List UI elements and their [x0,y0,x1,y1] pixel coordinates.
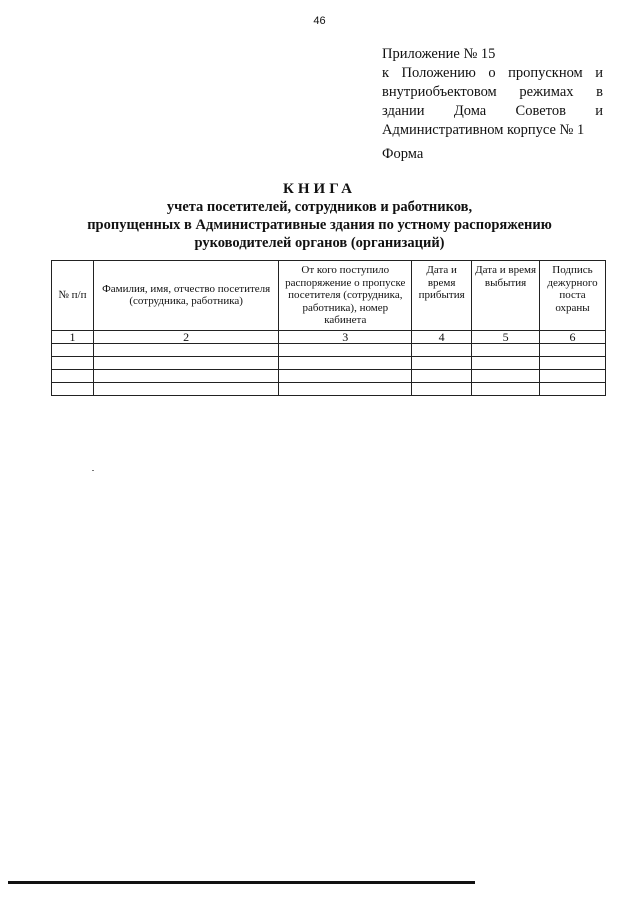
column-number: 1 [52,330,94,343]
title-line: руководителей органов (организаций) [194,235,445,251]
appendix-line: внутриобъектовом режимах в [382,84,603,100]
table-cell [472,382,540,395]
column-number-row [52,330,606,343]
table-cell [93,382,279,395]
document-title [0,180,639,252]
title-line: пропущенных в Административные здания по устному распоряжению [87,217,552,233]
table-cell [279,382,412,395]
table-cell [52,369,94,382]
header-issued-by: От кого поступило распоряжение о пропуске посетителя (сотрудника, работника), номер кабинета [279,261,412,331]
appendix-line: Административном корпусе № 1 [382,122,585,138]
column-number: 5 [472,330,540,343]
appendix-title: Приложение № 15 [382,46,496,62]
header-full-name: Фамилия, имя, отчество посетителя (сотрудника, работника) [93,261,279,331]
empty-table-row [52,343,606,356]
form-label: Форма [382,146,424,162]
table-cell [279,356,412,369]
bottom-rule [8,881,475,884]
column-number: 6 [540,330,606,343]
empty-table-row [52,382,606,395]
table-cell [52,343,94,356]
visitor-log-table [51,260,606,396]
table-cell [540,343,606,356]
appendix-note [382,45,603,140]
table-cell [540,382,606,395]
table-cell [472,356,540,369]
column-number: 3 [279,330,412,343]
table-cell [279,343,412,356]
column-number: 4 [412,330,472,343]
table-cell [540,356,606,369]
table-cell [472,369,540,382]
appendix-line: здании Дома Советов и [382,103,603,119]
table-cell [412,343,472,356]
table-cell [412,369,472,382]
table-cell [93,369,279,382]
table-cell [93,343,279,356]
page-number: 46 [313,15,326,27]
table-cell [540,369,606,382]
header-number: № п/п [52,261,94,331]
scan-speck [92,470,94,471]
title-book: КНИГА [283,181,356,197]
table-cell [412,356,472,369]
column-number: 2 [93,330,279,343]
header-guard-signature: Подпись дежурного поста охраны [540,261,606,331]
header-arrival: Дата и время прибытия [412,261,472,331]
table-cell [279,369,412,382]
header-departure: Дата и время выбытия [472,261,540,331]
empty-table-row [52,356,606,369]
table-header-row [52,261,606,331]
table-cell [412,382,472,395]
table-cell [52,382,94,395]
appendix-line: к Положению о пропускном и [382,65,603,81]
title-line: учета посетителей, сотрудников и работников, [166,199,473,215]
table-cell [52,356,94,369]
table-cell [93,356,279,369]
empty-table-row [52,369,606,382]
table-cell [472,343,540,356]
